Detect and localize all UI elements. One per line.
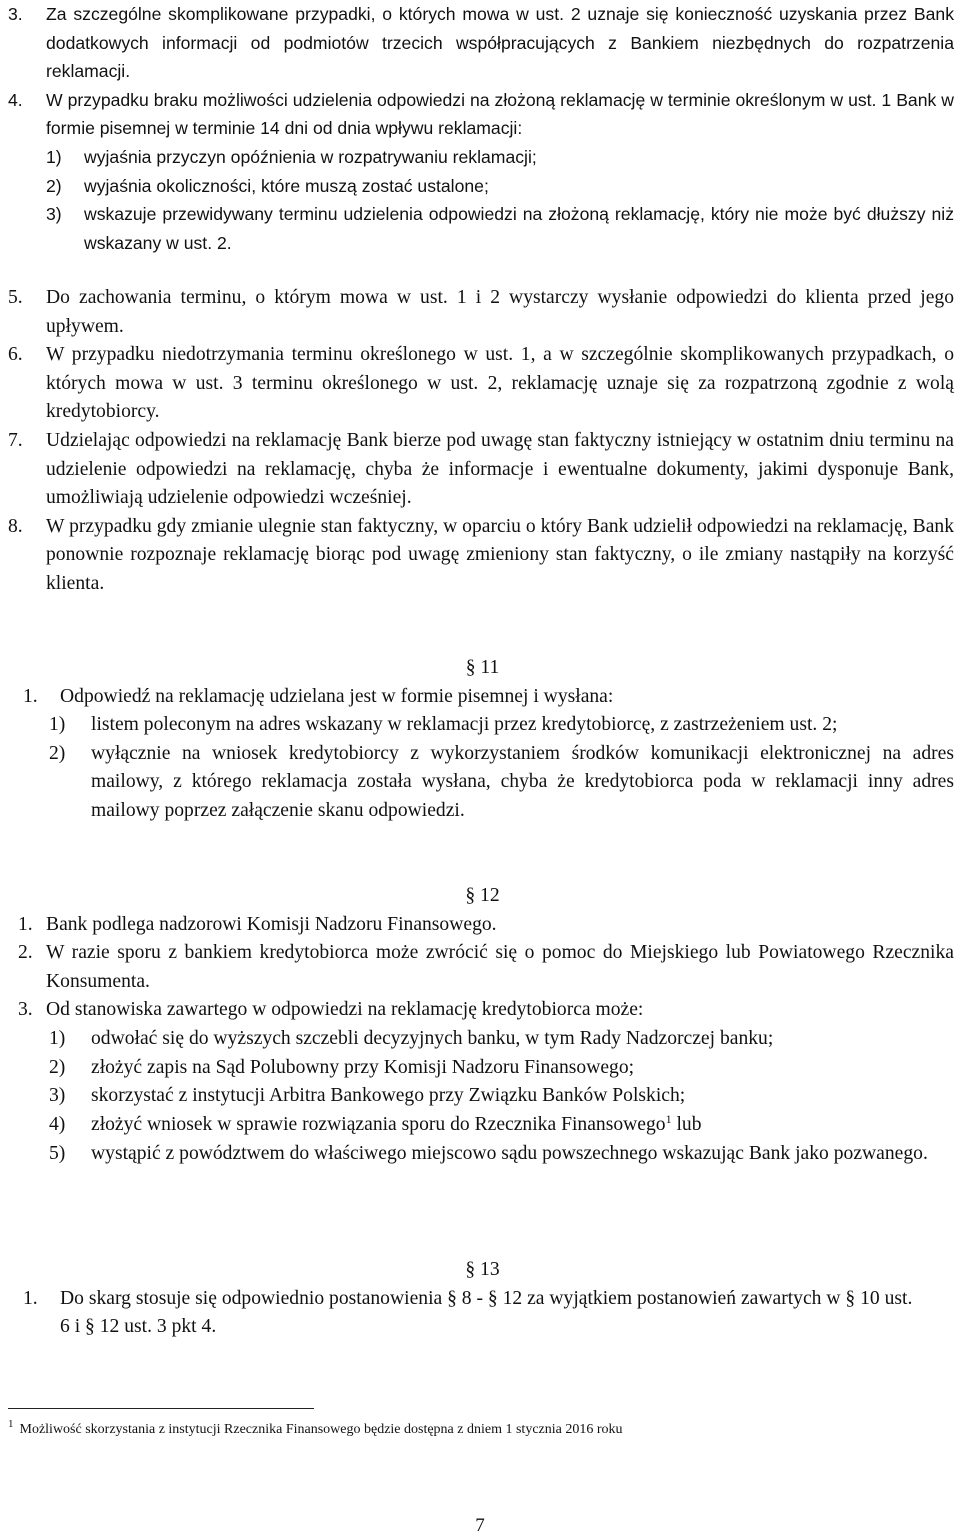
sub-item-number: 2) xyxy=(49,1056,66,1078)
list-item xyxy=(0,427,960,513)
sub-list-item xyxy=(0,143,960,172)
item-text: W razie sporu z bankiem kredytobiorca może zwrócić się o pomoc do Miejskiego lub Powiatowego Rzecznika Konsumenta. xyxy=(46,942,954,992)
list-item xyxy=(0,1285,960,1342)
sub-item-number: 1) xyxy=(49,1027,66,1049)
section-13 xyxy=(0,1256,960,1342)
item-text: Do skarg stosuje się odpowiednio postanowienia § 8 - § 12 za wyjątkiem postanowień zawartych w § 10 ust. 6 i § 12 ust. 3 pkt 4. xyxy=(60,1287,913,1338)
sub-item-number: 1) xyxy=(49,714,66,736)
sub-item-text: wskazuje przewidywany terminu udzielenia odpowiedzi na złożoną reklamację, który nie może być dłuższy niż wskazany w ust. 2. xyxy=(84,204,954,253)
footnote-reference[interactable]: 1 xyxy=(665,1111,672,1126)
sub-item-text: złożyć wniosek w sprawie rozwiązania sporu do Rzecznika Finansowego xyxy=(91,1113,666,1135)
footnote-divider xyxy=(8,1408,314,1409)
footnote-mark: 1 xyxy=(8,1418,14,1430)
list-item xyxy=(0,939,960,996)
item-number: 2. xyxy=(18,942,33,964)
item-number: 4. xyxy=(8,89,23,110)
section-12 xyxy=(0,882,960,1169)
item-text: W przypadku braku możliwości udzielenia odpowiedzi na złożoną reklamację w terminie określonym w ust. 1 Bank w formie pisemnej w terminie 14 dni od dnia wpływu reklamacji: xyxy=(46,89,954,139)
list-item xyxy=(0,911,960,940)
sub-item-number: 5) xyxy=(49,1143,66,1165)
sub-list-item xyxy=(0,200,960,257)
item-text: Za szczególne skomplikowane przypadki, o których mowa w ust. 2 uznaje się konieczność uzyskania przez Bank dodatkowych informacji od podmiotów trzecich współpracujących z Bankiem niezbędnych do rozpatrzenia reklamacji. xyxy=(46,4,954,82)
sub-list-item xyxy=(0,740,960,826)
item-number: 6. xyxy=(8,344,23,366)
section-heading: § 12 xyxy=(465,885,500,906)
sub-item-number: 2) xyxy=(46,175,62,196)
list-item xyxy=(0,284,960,341)
sub-item-text-tail: lub xyxy=(671,1113,702,1135)
sub-item-number: 3) xyxy=(49,1085,66,1107)
list-item xyxy=(0,513,960,599)
item-number: 5. xyxy=(8,287,23,308)
footnote-text: Możliwość skorzystania z instytucji Rzecznika Finansowego będzie dostępna z dniem 1 stycznia 2016 roku xyxy=(19,1422,623,1437)
list-item xyxy=(0,683,960,712)
section-10-part-a xyxy=(0,0,960,257)
sub-item-text: wyłącznie na wniosek kredytobiorcy z wykorzystaniem środków komunikacji elektronicznej na adres mailowy, z którego reklamacja została wysłana, chyba że kredytobiorca poda w reklamacji inny adres mailowy poprzez załączenie skanu odpowiedzi. xyxy=(91,742,954,821)
sub-item-text: wystąpić z powództwem do właściwego miejscowo sądu powszechnego wskazując Bank jako pozwanego. xyxy=(91,1143,928,1165)
section-10-part-b xyxy=(0,284,960,599)
sub-item-number: 4) xyxy=(49,1113,66,1135)
item-number: 3. xyxy=(8,4,23,24)
item-text: Odpowiedź na reklamację udzielana jest w formie pisemnej i wysłana: xyxy=(60,685,614,707)
item-number: 3. xyxy=(18,999,33,1021)
sub-item-text: listem poleconym na adres wskazany w reklamacji przez kredytobiorcę, z zastrzeżeniem ust. 2; xyxy=(91,714,838,736)
sub-item-number: 2) xyxy=(49,742,66,764)
sub-item-text: wyjaśnia okoliczności, które muszą zostać ustalone; xyxy=(84,175,489,196)
sub-item-number: 1) xyxy=(46,146,62,167)
list-item xyxy=(0,996,960,1025)
item-text: Bank podlega nadzorowi Komisji Nadzoru Finansowego. xyxy=(46,913,497,935)
sub-list-item xyxy=(0,711,960,740)
item-text: Od stanowiska zawartego w odpowiedzi na reklamację kredytobiorca może: xyxy=(46,999,644,1021)
list-item xyxy=(0,341,960,427)
sub-list-item xyxy=(0,1140,960,1169)
item-number: 7. xyxy=(8,429,23,451)
item-text: Udzielając odpowiedzi na reklamację Bank bierze pod uwagę stan faktyczny istniejący w ostatnim dniu terminu na udzielenie odpowiedzi na reklamację, chyba że informacje i ewentualne dokumenty, jakimi dysponuje Bank, umożliwiają udzielenie odpowiedzi wcześniej. xyxy=(46,429,954,509)
sub-item-text: skorzystać z instytucji Arbitra Bankowego przy Związku Banków Polskich; xyxy=(91,1085,686,1107)
item-number: 8. xyxy=(8,515,23,537)
item-text: W przypadku niedotrzymania terminu określonego w ust. 1, a w szczególnie skomplikowanych przypadkach, o których mowa w ust. 3 terminu określonego w ust. 2, reklamację uznaje się za rozpatrzoną zgodnie z wolą kredytobiorcy. xyxy=(46,344,954,423)
page-number: 7 xyxy=(475,1515,485,1536)
sub-list-item xyxy=(0,172,960,201)
sub-list-item xyxy=(0,1111,960,1141)
sub-list-item xyxy=(0,1025,960,1054)
item-number: 1. xyxy=(23,1287,38,1309)
section-11 xyxy=(0,654,960,826)
sub-list-item xyxy=(0,1082,960,1111)
section-heading: § 11 xyxy=(465,657,500,678)
sub-item-text: wyjaśnia przyczyn opóźnienia w rozpatrywaniu reklamacji; xyxy=(84,146,537,167)
sub-list-item xyxy=(0,1054,960,1083)
footnote xyxy=(8,1420,908,1440)
list-item xyxy=(0,0,960,86)
sub-item-number: 3) xyxy=(46,204,62,225)
sub-item-text: złożyć zapis na Sąd Polubowny przy Komisji Nadzoru Finansowego; xyxy=(91,1056,635,1078)
section-heading: § 13 xyxy=(465,1259,500,1280)
item-text: W przypadku gdy zmianie ulegnie stan faktyczny, w oparciu o który Bank udzielił odpowiedzi na reklamację, Bank ponownie rozpoznaje reklamację biorąc pod uwagę zmieniony stan faktyczny, o ile zmiany nastąpiły na korzyść klienta. xyxy=(46,515,954,594)
item-number: 1. xyxy=(18,913,33,935)
item-text: Do zachowania terminu, o którym mowa w ust. 1 i 2 wystarczy wysłanie odpowiedzi do klienta przed jego upływem. xyxy=(46,287,954,337)
item-number: 1. xyxy=(23,685,38,707)
sub-item-text: odwołać się do wyższych szczebli decyzyjnych banku, w tym Rady Nadzorczej banku; xyxy=(91,1027,774,1049)
list-item xyxy=(0,86,960,143)
